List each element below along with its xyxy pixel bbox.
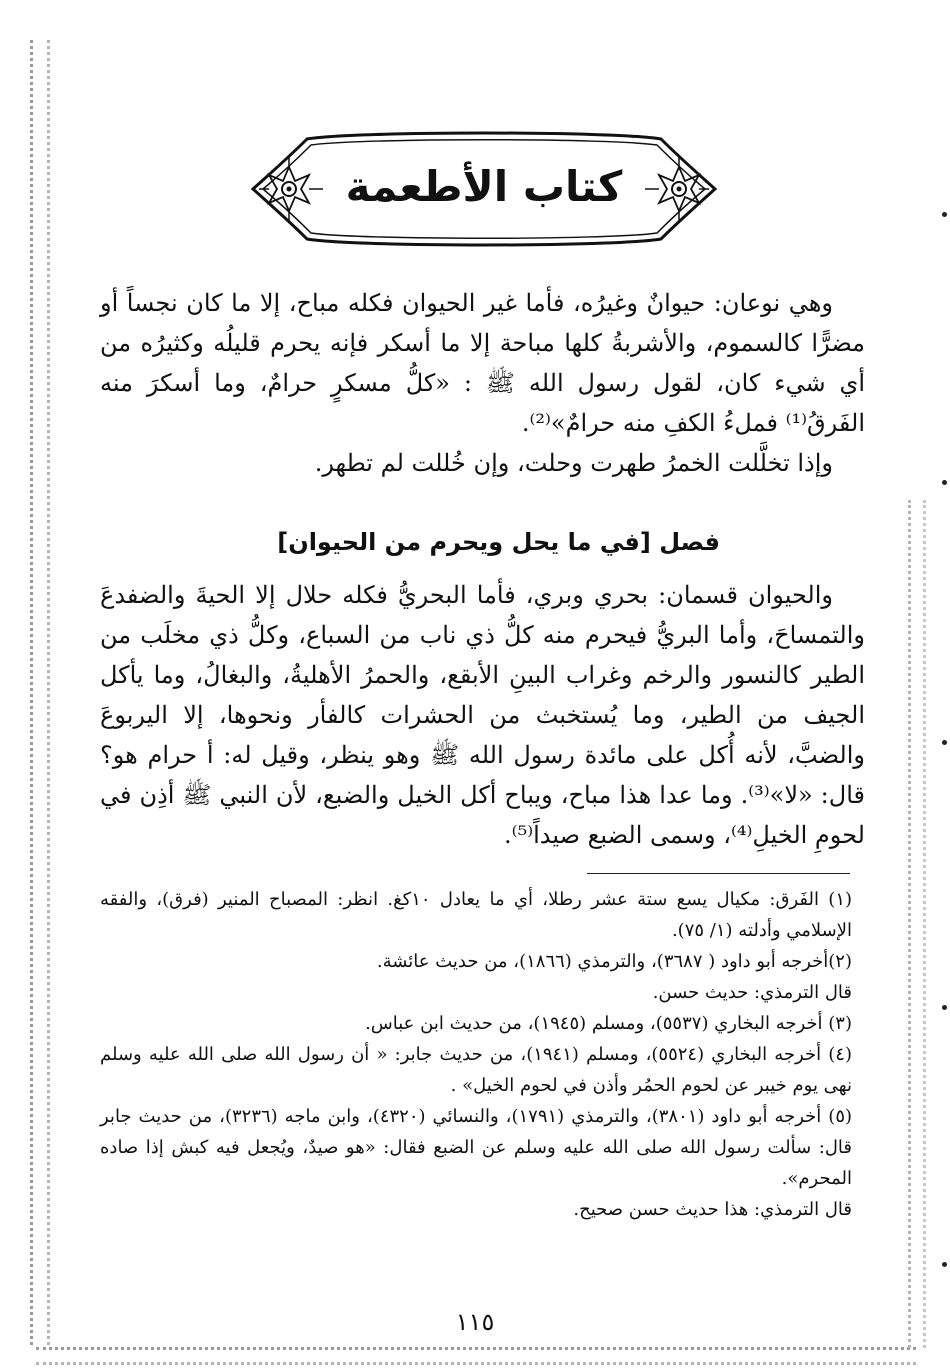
section-text [100, 575, 865, 855]
footnote: (٣) أخرجه البخاري (٥٥٣٧)، ومسلم (١٩٤٥)، من حديث ابن عباس. [365, 1013, 852, 1034]
footnote: قال الترمذي: حديث حسن. [652, 982, 852, 1003]
page-border-right [908, 500, 926, 1348]
section-paragraph: والحيوان قسمان: بحري وبري، فأما البحريُّ فكله حلال إلا الحيةَ والضفدعَ والتمساحَ، وأما البريُّ فيحرم منه كلُّ ذي ناب من السباع، وكلُّ ذي مخلَب من الطير كالنسور والرخم وغراب البينِ الأبقع، والحمرُ الأهليةُ، والبغالُ، وما يأكل الجيف من الطير، وما يُستخبث من الحشرات كالفأر ونحوها، إلا اليربوعَ والضبَّ، لأنه أُكل على مائدة رسول الله ﷺ وهو ينظر، وقيل له: أ حرام هو؟ قال: «لا»⁽³⁾. وما عدا هذا مباح، ويباح أكل الخيل والضبع، لأن النبي ﷺ أذِن في لحومِ الخيلِ⁽⁴⁾، وسمى الضبع صيداً⁽⁵⁾. [100, 581, 865, 849]
margin-dot [942, 212, 947, 217]
footnote: (٤) أخرجه البخاري (٥٥٢٤)، ومسلم (١٩٤١)، من حديث جابر: « أن رسول الله صلى الله عليه وسلم نهى يوم خيبر عن لحوم الحمُر وأذن في لحوم الخيل» . [100, 1044, 852, 1096]
footnote: (٥) أخرجه أبو داود (٣٨٠١)، والترمذي (١٧٩١)، والنسائي (٤٣٢٠)، وابن ماجه (٣٢٣٦)، من حديث جابر قال: سألت رسول الله صلى الله عليه وسلم عن الضبع فقال: «هو صيدٌ، ويُجعل فيه كبش إذا صاده المحرم». [100, 1106, 853, 1189]
footnote: قال الترمذي: هذا حديث حسن صحيح. [573, 1199, 852, 1220]
margin-dot [942, 740, 947, 745]
section-heading: فصل [في ما يحل ويحرم من الحيوان] [277, 528, 720, 556]
margin-dot [942, 1262, 947, 1267]
page-number: ١١٥ [455, 1308, 495, 1336]
chapter-title: كتاب الأطعمة [345, 162, 623, 211]
footnotes [100, 884, 852, 1225]
margin-dot [942, 480, 947, 485]
chapter-title-banner [245, 127, 723, 251]
intro-paragraph: وإذا تخلَّلت الخمرُ طهرت وحلت، وإن خُللت لم تطهر. [314, 449, 833, 477]
page-border-bottom [36, 1347, 916, 1365]
intro-paragraph: وهي نوعان: حيوانٌ وغيرُه، فأما غير الحيوان فكله مباح، إلا ما كان نجساً أو مضرًّا كالسموم، والأشربةُ كلها مباحة إلا ما أسكر فإنه يحرم قليلُه وكثيرُه من أي شيء كان، لقول رسول الله ﷺ : «كلُّ مسكرٍ حرامٌ، وما أسكرَ منه الفَرقُ⁽¹⁾ فملءُ الكفِ منه حرامٌ»⁽²⁾. [100, 289, 865, 437]
footnote-divider [587, 873, 850, 874]
footnote: (١) الفَرق: مكيال يسع ستة عشر رطلا، أي ما يعادل ١٠كغ. انظر: المصباح المنير (فرق)، والفقه الإسلامي وأدلته (١/ ٧٥). [100, 889, 853, 941]
intro-text [100, 283, 865, 483]
margin-dot [942, 1005, 947, 1010]
page-border-left [30, 40, 50, 1345]
footnote: (٢)أخرجه أبو داود ( ٣٦٨٧)، والترمذي (١٨٦٦)، من حديث عائشة. [376, 951, 852, 972]
